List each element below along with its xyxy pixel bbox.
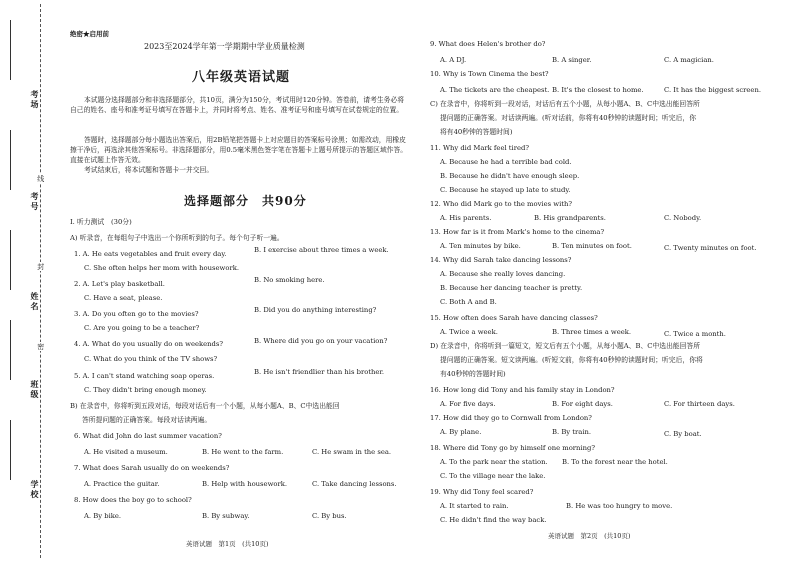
q16-option-a: A. For five days.	[440, 400, 496, 408]
q2-option-a: 2. A. Let's play basketball.	[74, 280, 165, 288]
notice-paragraph-2: 答题时，选择题部分每小题选出答案后，用2B铅笔把答题卡上对应题目的答案标号涂黑；如需改动，用橡皮擦干净后，再选涂其他答案标号。非选择题部分，用0.5毫米黑色签字笔在答题卡上题号所提示的答题区域作答。直接在试题上作答无效。	[70, 136, 408, 164]
q11-option-c: C. Because he stayed up late to study.	[440, 186, 571, 194]
q6-question: 6. What did John do last summer vacation?	[74, 432, 222, 440]
binding-mark-seal: 封	[36, 263, 45, 270]
q11-option-a: A. Because he had a terrible bad cold.	[440, 158, 572, 166]
q18-option-a: A. To the park near the station.	[440, 458, 548, 466]
q17-option-a: A. By plane.	[440, 428, 482, 436]
q3-option-a: 3. A. Do you often go to the movies?	[74, 310, 199, 318]
q14-option-a: A. Because she really loves dancing.	[440, 270, 566, 278]
q10-option-b: B. It's the closest to home.	[552, 86, 644, 94]
q6-option-a: A. He visited a museum.	[84, 448, 168, 456]
page-2-footer: 英语试题 第2页 (共10页)	[548, 532, 631, 540]
q19-option-b: B. He was too hungry to move.	[566, 502, 673, 510]
section-d-instruction-3: 有40秒钟的答题时间)	[440, 370, 506, 378]
q19-question: 19. Why did Tony feel scared?	[430, 488, 534, 496]
field-class: 班级	[30, 380, 40, 400]
q6-option-b: B. He went to the farm.	[202, 448, 284, 456]
section-d-instruction-1: D) 在录音中，你将听到一篇短文，短文后有五个小题，从每小题A、B、C中选出能回答所	[430, 342, 701, 350]
q7-option-a: A. Practice the guitar.	[84, 480, 160, 488]
binding-rule	[10, 230, 11, 290]
q18-option-c: C. To the village near the lake.	[440, 472, 546, 480]
q8-option-b: B. By subway.	[202, 512, 250, 520]
page-1	[66, 0, 418, 562]
q1-option-b: B. I exercise about three times a week.	[254, 246, 389, 254]
field-exam-room: 考场	[30, 90, 40, 110]
q9-option-c: C. A magician.	[664, 56, 714, 64]
section-title: 选择题部分 共90分	[184, 194, 307, 208]
q9-option-a: A. A DJ.	[440, 56, 467, 64]
q5-option-a: 5. A. I can't stand watching soap operas.	[74, 372, 215, 380]
q19-option-c: C. He didn't find the way back.	[440, 516, 547, 524]
q14-option-b: B. Because her dancing teacher is pretty.	[440, 284, 583, 292]
section-c-instruction-3: 将有40秒钟的答题时间)	[440, 128, 513, 136]
q17-question: 17. How did they go to Cornwall from London?	[430, 414, 592, 422]
grade-title: 八年级英语试题	[192, 70, 291, 85]
notice-paragraph-3: 考试结束后，将本试题和答题卡一并交回。	[84, 166, 214, 174]
q15-option-a: A. Twice a week.	[440, 328, 498, 336]
q5-option-b: B. He isn't friendlier than his brother.	[254, 368, 385, 376]
q13-option-c: C. Twenty minutes on foot.	[664, 244, 757, 252]
q8-option-a: A. By bike.	[84, 512, 122, 520]
q5-option-c: C. They didn't bring enough money.	[84, 386, 207, 394]
q15-option-c: C. Twice a month.	[664, 330, 726, 338]
field-school: 学校	[30, 480, 40, 500]
section-c-instruction-1: C) 在录音中，你将听到一段对话，对话后有五个小题，从每小题A、B、C中选出能回答所	[430, 100, 700, 108]
q11-option-b: B. Because he didn't have enough sleep.	[440, 172, 580, 180]
q15-question: 15. How often does Sarah have dancing classes?	[430, 314, 598, 322]
q7-option-c: C. Take dancing lessons.	[312, 480, 397, 488]
q13-option-b: B. Ten minutes on foot.	[552, 242, 632, 250]
q12-option-c: C. Nobody.	[664, 214, 702, 222]
q4-option-a: 4. A. What do you usually do on weekends?	[74, 340, 223, 348]
q17-option-b: B. By train.	[552, 428, 592, 436]
q9-option-b: B. A singer.	[552, 56, 592, 64]
q19-option-a: A. It started to rain.	[440, 502, 509, 510]
q7-question: 7. What does Sarah usually do on weekends?	[74, 464, 230, 472]
q13-question: 13. How far is it from Mark's home to the cinema?	[430, 228, 605, 236]
q14-option-c: C. Both A and B.	[440, 298, 497, 306]
notice-paragraph-1: 本试题分选择题部分和非选择题部分，共10页，满分为150分，考试用时120分钟。答卷前，请考生务必将自己的姓名、座号和准考证号填写在答题卡上，并同时将考点、姓名、准考证号和座号填写在试卷规定的位置。	[70, 96, 405, 114]
q10-option-c: C. It has the biggest screen.	[664, 86, 761, 94]
q3-option-b: B. Did you do anything interesting?	[254, 306, 377, 314]
q11-question: 11. Why did Mark feel tired?	[430, 144, 529, 152]
binding-margin	[0, 0, 62, 562]
q4-option-c: C. What do you think of the TV shows?	[84, 355, 218, 363]
q18-option-b: B. To the forest near the hotel.	[562, 458, 668, 466]
q6-option-c: C. He swam in the sea.	[312, 448, 392, 456]
q13-option-a: A. Ten minutes by bike.	[440, 242, 521, 250]
q15-option-b: B. Three times a week.	[552, 328, 632, 336]
q12-question: 12. Who did Mark go to the movies with?	[430, 200, 573, 208]
q10-option-a: A. The tickets are the cheapest.	[440, 86, 550, 94]
q8-question: 8. How does the boy go to school?	[74, 496, 192, 504]
q18-question: 18. Where did Tony go by himself one morning?	[430, 444, 595, 452]
section-b-instruction-2: 答所提问题的正确答案。每段对话读两遍。	[82, 416, 212, 424]
q4-option-b: B. Where did you go on your vacation?	[254, 337, 388, 345]
secret-label: 绝密★启用前	[70, 30, 109, 38]
part-listening-title: I. 听力测试 (30分)	[70, 218, 132, 226]
binding-rule	[10, 20, 11, 80]
q7-option-b: B. Help with housework.	[202, 480, 288, 488]
binding-rule	[10, 130, 11, 190]
q17-option-c: C. By boat.	[664, 430, 702, 438]
field-exam-number: 考号	[30, 192, 40, 212]
binding-mark-secret: 密	[36, 343, 45, 350]
q8-option-c: C. By bus.	[312, 512, 347, 520]
field-name: 姓名	[30, 292, 40, 312]
q14-question: 14. Why did Sarah take dancing lessons?	[430, 256, 572, 264]
section-d-instruction-2: 提问题的正确答案。短文读两遍。(听短文前，你将有40秒钟的读题时间；听完后，你将	[440, 356, 703, 364]
q16-question: 16. How long did Tony and his family stay in London?	[430, 386, 615, 394]
q2-option-b: B. No smoking here.	[254, 276, 325, 284]
page-1-footer: 英语试题 第1页 (共10页)	[186, 540, 269, 548]
q1-option-a: 1. A. He eats vegetables and fruit every day.	[74, 250, 227, 258]
section-a-instruction: A) 听录音，在每组句子中选出一个你所听到的句子。每个句子听一遍。	[70, 234, 284, 242]
q16-option-c: C. For thirteen days.	[664, 400, 735, 408]
q16-option-b: B. For eight days.	[552, 400, 613, 408]
q10-question: 10. Why is Town Cinema the best?	[430, 70, 549, 78]
binding-dashed-line	[40, 4, 41, 558]
section-c-instruction-2: 提问题的正确答案。对话读两遍。(听对话前，你将有40秒钟的读题时间；听完后，你	[440, 114, 696, 122]
q9-question: 9. What does Helen's brother do?	[430, 40, 546, 48]
page-2	[426, 0, 786, 562]
section-b-instruction-1: B) 在录音中，你将听到五段对话，每段对话后有一个小题，从每小题A、B、C中选出能回	[70, 402, 340, 410]
q1-option-c: C. She often helps her mom with housework.	[84, 264, 239, 272]
binding-rule	[10, 320, 11, 380]
q12-option-a: A. His parents.	[440, 214, 492, 222]
q2-option-c: C. Have a seat, please.	[84, 294, 163, 302]
binding-mark-line: 线	[36, 175, 45, 182]
q12-option-b: B. His grandparents.	[534, 214, 606, 222]
q3-option-c: C. Are you going to be a teacher?	[84, 324, 200, 332]
exam-title: 2023至2024学年第一学期期中学业质量检测	[144, 42, 305, 51]
binding-rule	[10, 420, 11, 480]
